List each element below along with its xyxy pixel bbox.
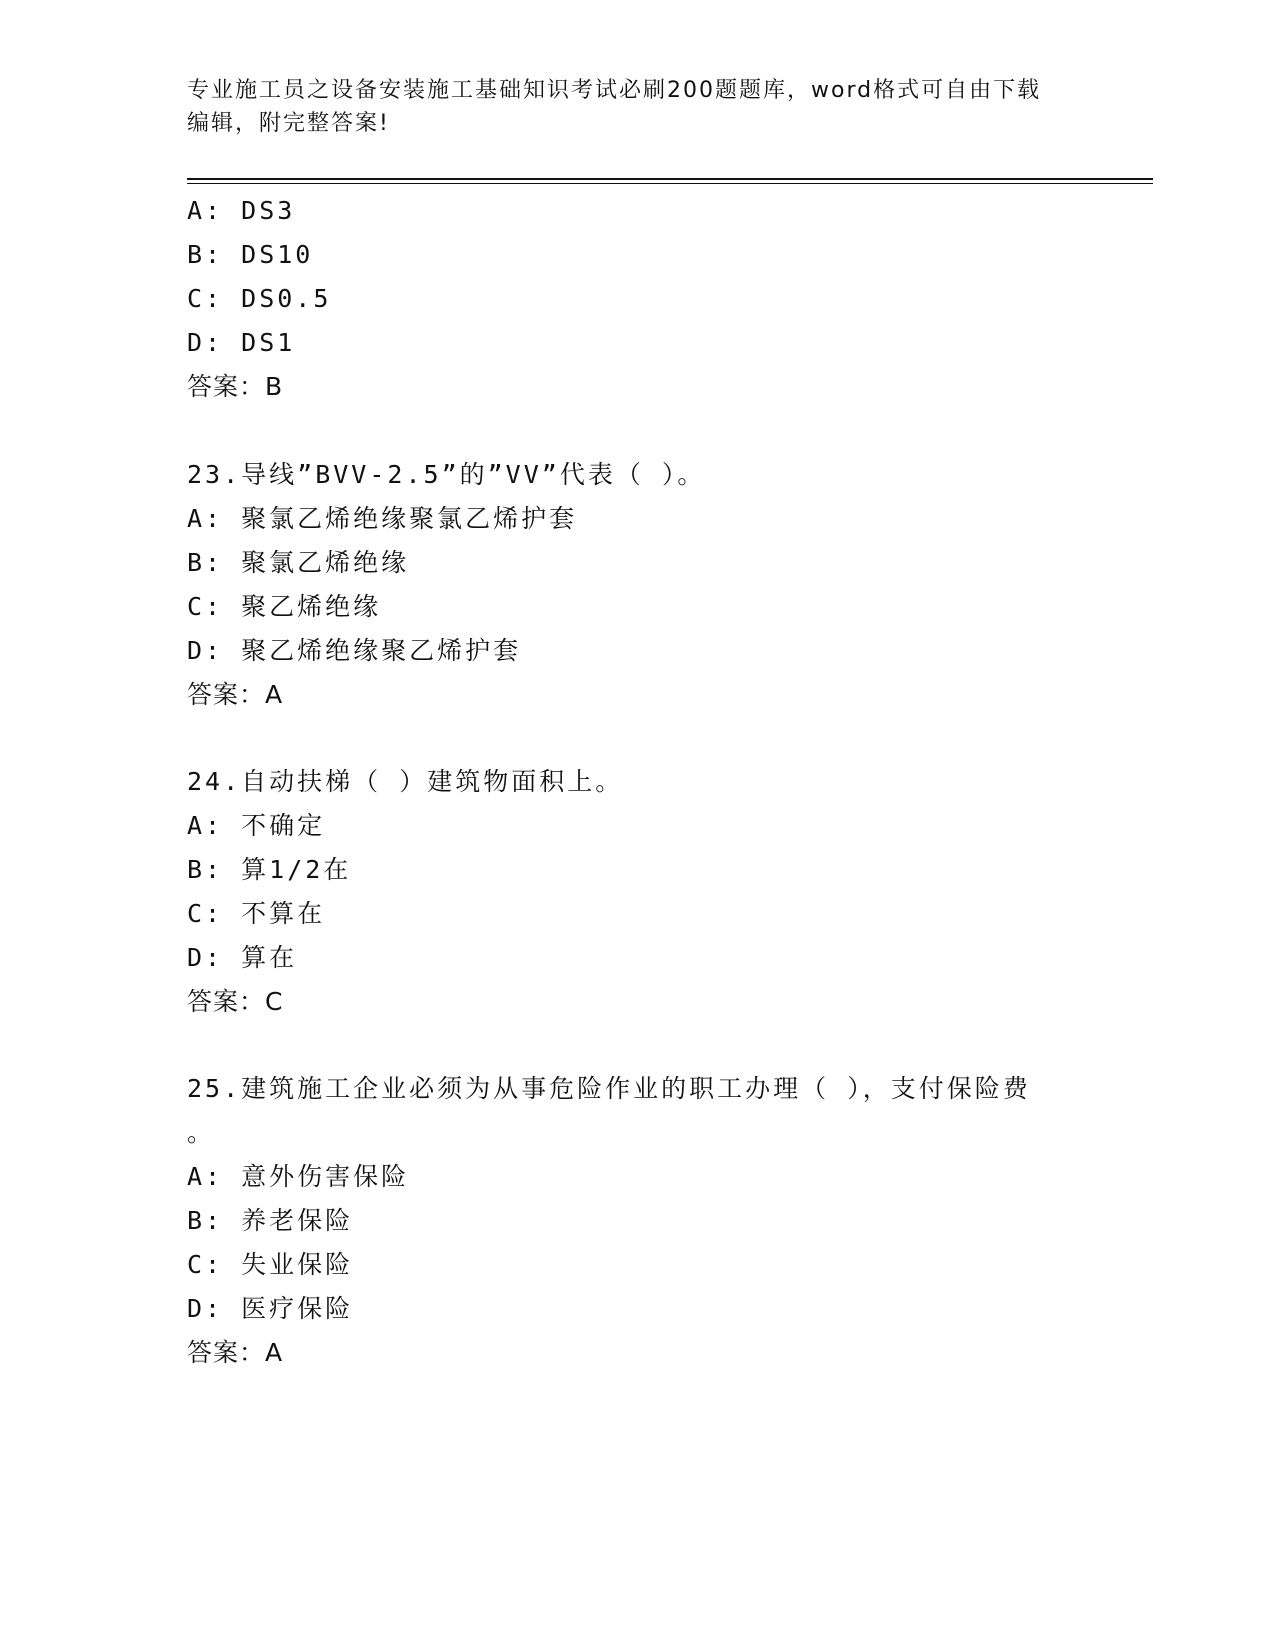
q23-option-a: A: 聚氯乙烯绝缘聚氯乙烯护套 bbox=[187, 504, 578, 533]
q24-answer: 答案：C bbox=[187, 987, 284, 1016]
q25-question-line-1: 25.建筑施工企业必须为从事危险作业的职工办理（ ），支付保险费 bbox=[187, 1074, 1031, 1103]
q22-option-c: C: DS0.5 bbox=[187, 284, 332, 313]
q22-option-b: B: DS10 bbox=[187, 240, 314, 269]
q23-answer: 答案：A bbox=[187, 680, 284, 709]
header-divider-thick bbox=[187, 178, 1153, 180]
q24-option-c: C: 不算在 bbox=[187, 899, 326, 928]
q25-option-c: C: 失业保险 bbox=[187, 1250, 354, 1279]
q25-question-line-2: 。 bbox=[187, 1118, 216, 1147]
header-title-line-1: 专业施工员之设备安装施工基础知识考试必刷200题题库，word格式可自由下载 bbox=[187, 78, 1042, 103]
q25-answer: 答案：A bbox=[187, 1338, 284, 1367]
q25-option-b: B: 养老保险 bbox=[187, 1206, 354, 1235]
q24-option-d: D: 算在 bbox=[187, 943, 298, 972]
header-divider-thin bbox=[187, 183, 1153, 184]
q23-question: 23.导线”BVV-2.5”的”VV”代表（ ）。 bbox=[187, 460, 706, 489]
q22-option-a: A: DS3 bbox=[187, 196, 296, 225]
q22-answer: 答案：B bbox=[187, 372, 284, 401]
q22-option-d: D: DS1 bbox=[187, 328, 296, 357]
header-title-line-2: 编辑，附完整答案! bbox=[187, 111, 390, 136]
document-header bbox=[187, 74, 1067, 140]
q25-option-d: D: 医疗保险 bbox=[187, 1294, 354, 1323]
q24-question: 24.自动扶梯（ ）建筑物面积上。 bbox=[187, 767, 624, 796]
q23-option-c: C: 聚乙烯绝缘 bbox=[187, 592, 382, 621]
q25-option-a: A: 意外伤害保险 bbox=[187, 1162, 410, 1191]
q24-option-a: A: 不确定 bbox=[187, 811, 326, 840]
q23-option-d: D: 聚乙烯绝缘聚乙烯护套 bbox=[187, 636, 522, 665]
q23-option-b: B: 聚氯乙烯绝缘 bbox=[187, 548, 410, 577]
q24-option-b: B: 算1/2在 bbox=[187, 855, 352, 884]
